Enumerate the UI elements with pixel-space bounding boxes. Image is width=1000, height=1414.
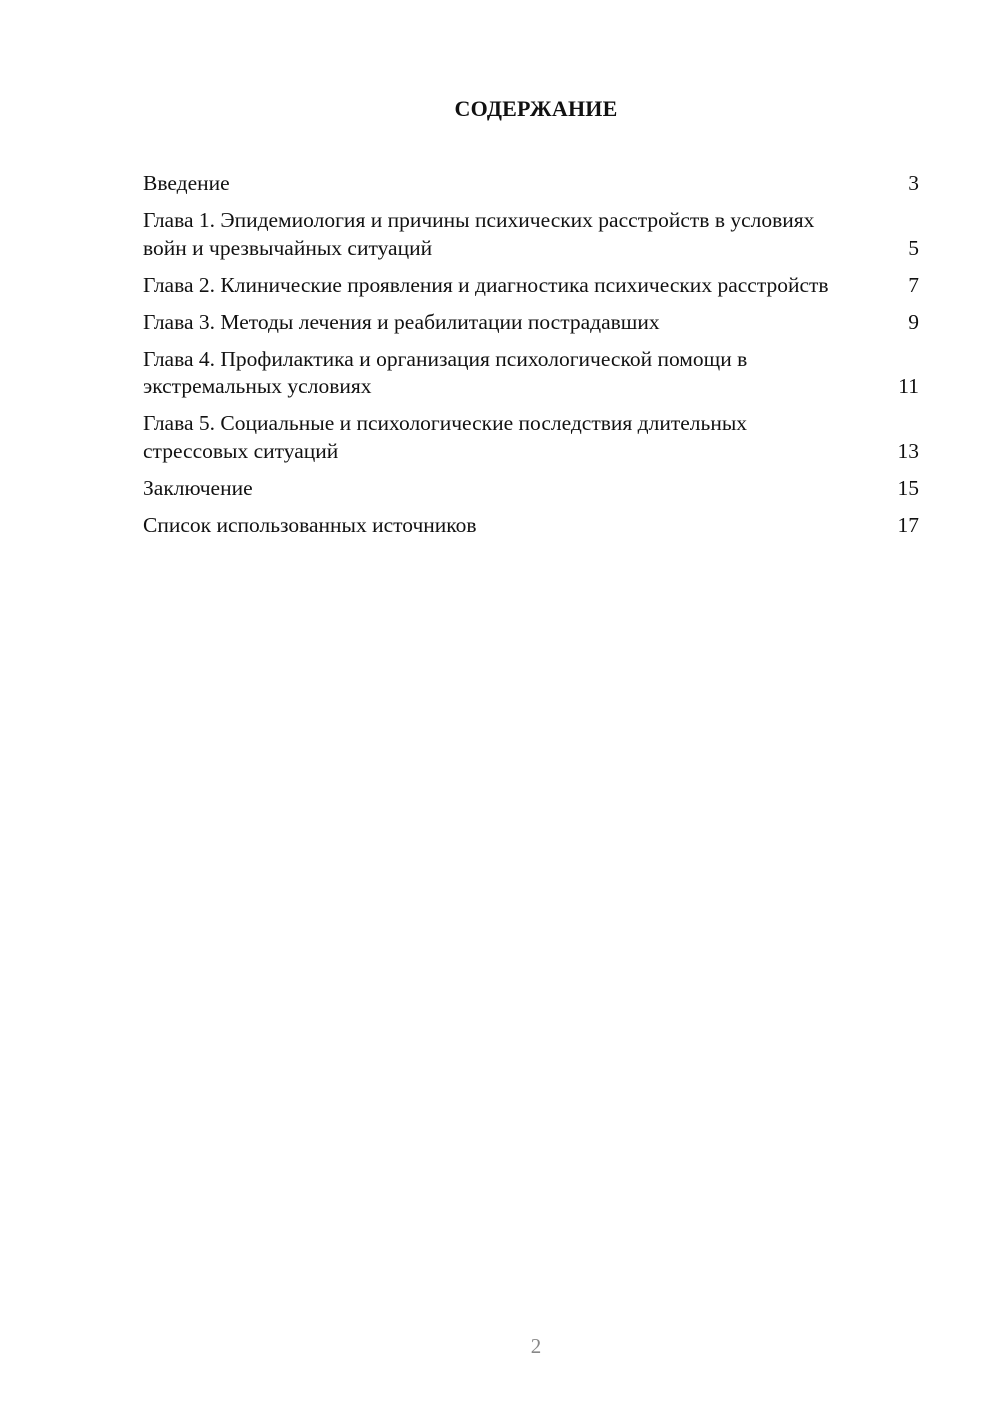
toc-entry-chapter-3 <box>143 309 919 337</box>
toc-entry-chapter-2 <box>143 272 919 300</box>
toc-entry-title: Глава 3. Методы лечения и реабилитации пострадавших <box>143 309 660 334</box>
toc-entry-title: Глава 4. Профилактика и организация психологической помощи в экстремальных условиях <box>143 346 748 398</box>
toc-entry-conclusion <box>143 475 919 503</box>
toc-entry-chapter-4 <box>143 346 919 401</box>
toc-entry-page: 17 <box>897 512 919 537</box>
toc-entry-page: 11 <box>898 374 919 398</box>
toc-entry-title: Список использованных источников <box>143 512 477 537</box>
toc-entry-title: Глава 1. Эпидемиология и причины психических расстройств в условиях войн и чрезвычайных ситуаций <box>143 208 815 260</box>
page-number: 2 <box>530 1334 542 1358</box>
toc-entry-title: Введение <box>143 171 230 195</box>
toc-entry-introduction <box>143 170 919 198</box>
toc-entry-page: 13 <box>897 438 919 463</box>
toc-entry-references <box>143 512 919 540</box>
toc-entry-page: 7 <box>908 272 919 297</box>
toc-entry-page: 5 <box>908 235 919 260</box>
toc-heading: СОДЕРЖАНИЕ <box>454 96 618 121</box>
toc-entry-title: Глава 5. Социальные и психологические последствия длительных стрессовых ситуаций <box>143 411 748 463</box>
toc-entry-title: Заключение <box>143 475 253 500</box>
toc-entry-chapter-5 <box>143 410 919 465</box>
table-of-contents <box>143 170 919 549</box>
toc-entry-page: 9 <box>908 309 919 334</box>
toc-entry-chapter-1 <box>143 207 919 262</box>
toc-entry-title: Глава 2. Клинические проявления и диагностика психических расстройств <box>143 272 829 297</box>
toc-entry-page: 3 <box>908 171 919 195</box>
toc-entry-page: 15 <box>897 475 919 500</box>
